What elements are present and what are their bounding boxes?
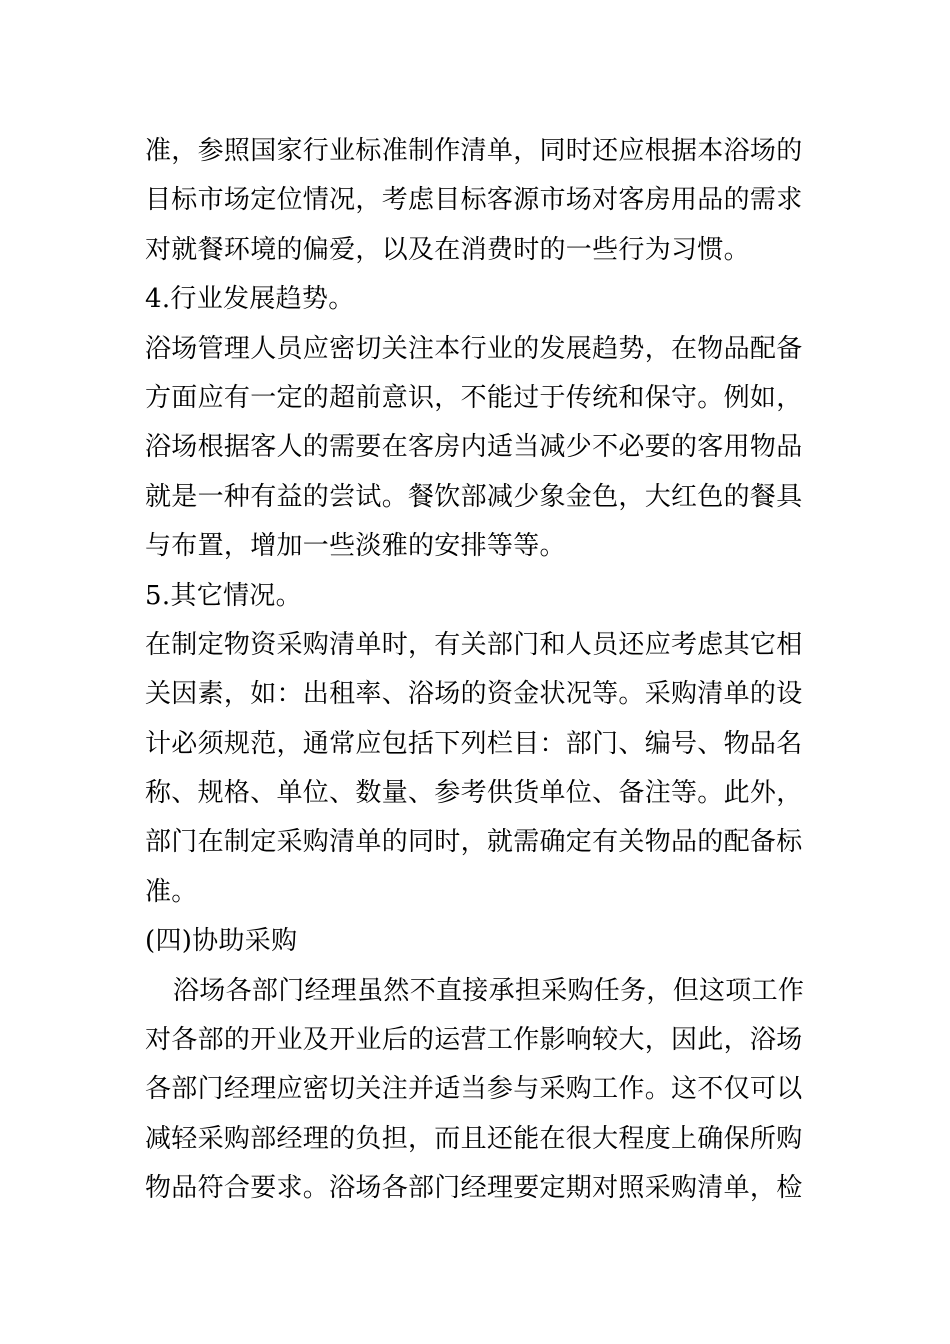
- text-line: 计必须规范，通常应包括下列栏目：部门、编号、物品名: [145, 728, 803, 759]
- document-page: [145, 127, 807, 1214]
- text-line: 就是一种有益的尝试。餐饮部减少象金色，大红色的餐具: [145, 481, 803, 512]
- text-line: 物品符合要求。浴场各部门经理要定期对照采购清单，检: [145, 1173, 803, 1204]
- text-line: 方面应有一定的超前意识，不能过于传统和保守。例如，: [145, 382, 803, 413]
- text-line: 浴场各部门经理虽然不直接承担采购任务，但这项工作: [173, 975, 805, 1006]
- section-heading: 4.行业发展趋势。: [145, 284, 355, 315]
- section-heading: 5.其它情况。: [145, 580, 302, 611]
- text-line: 准。: [145, 876, 198, 907]
- text-line: 减轻采购部经理的负担，而且还能在很大程度上确保所购: [145, 1123, 803, 1154]
- text-line: 部门在制定采购清单的同时，就需确定有关物品的配备标: [145, 827, 803, 858]
- text-line: 浴场管理人员应密切关注本行业的发展趋势，在物品配备: [145, 333, 803, 364]
- text-line: 对各部的开业及开业后的运营工作影响较大，因此，浴场: [145, 1025, 803, 1056]
- text-line: 各部门经理应密切关注并适当参与采购工作。这不仅可以: [145, 1074, 803, 1105]
- text-line: 称、规格、单位、数量、参考供货单位、备注等。此外，: [145, 778, 803, 809]
- text-line: 目标市场定位情况，考虑目标客源市场对客房用品的需求: [145, 185, 803, 216]
- text-line: 对就餐环境的偏爱，以及在消费时的一些行为习惯。: [145, 234, 750, 265]
- text-line: 与布置，增加一些淡雅的安排等等。: [145, 531, 566, 562]
- section-heading: (四)协助采购: [145, 926, 298, 957]
- text-line: 浴场根据客人的需要在客房内适当减少不必要的客用物品: [145, 432, 803, 463]
- text-line: 关因素，如：出租率、浴场的资金状况等。采购清单的设: [145, 679, 803, 710]
- text-line: 在制定物资采购清单时，有关部门和人员还应考虑其它相: [145, 629, 803, 660]
- text-line: 准，参照国家行业标准制作清单，同时还应根据本浴场的: [145, 136, 803, 166]
